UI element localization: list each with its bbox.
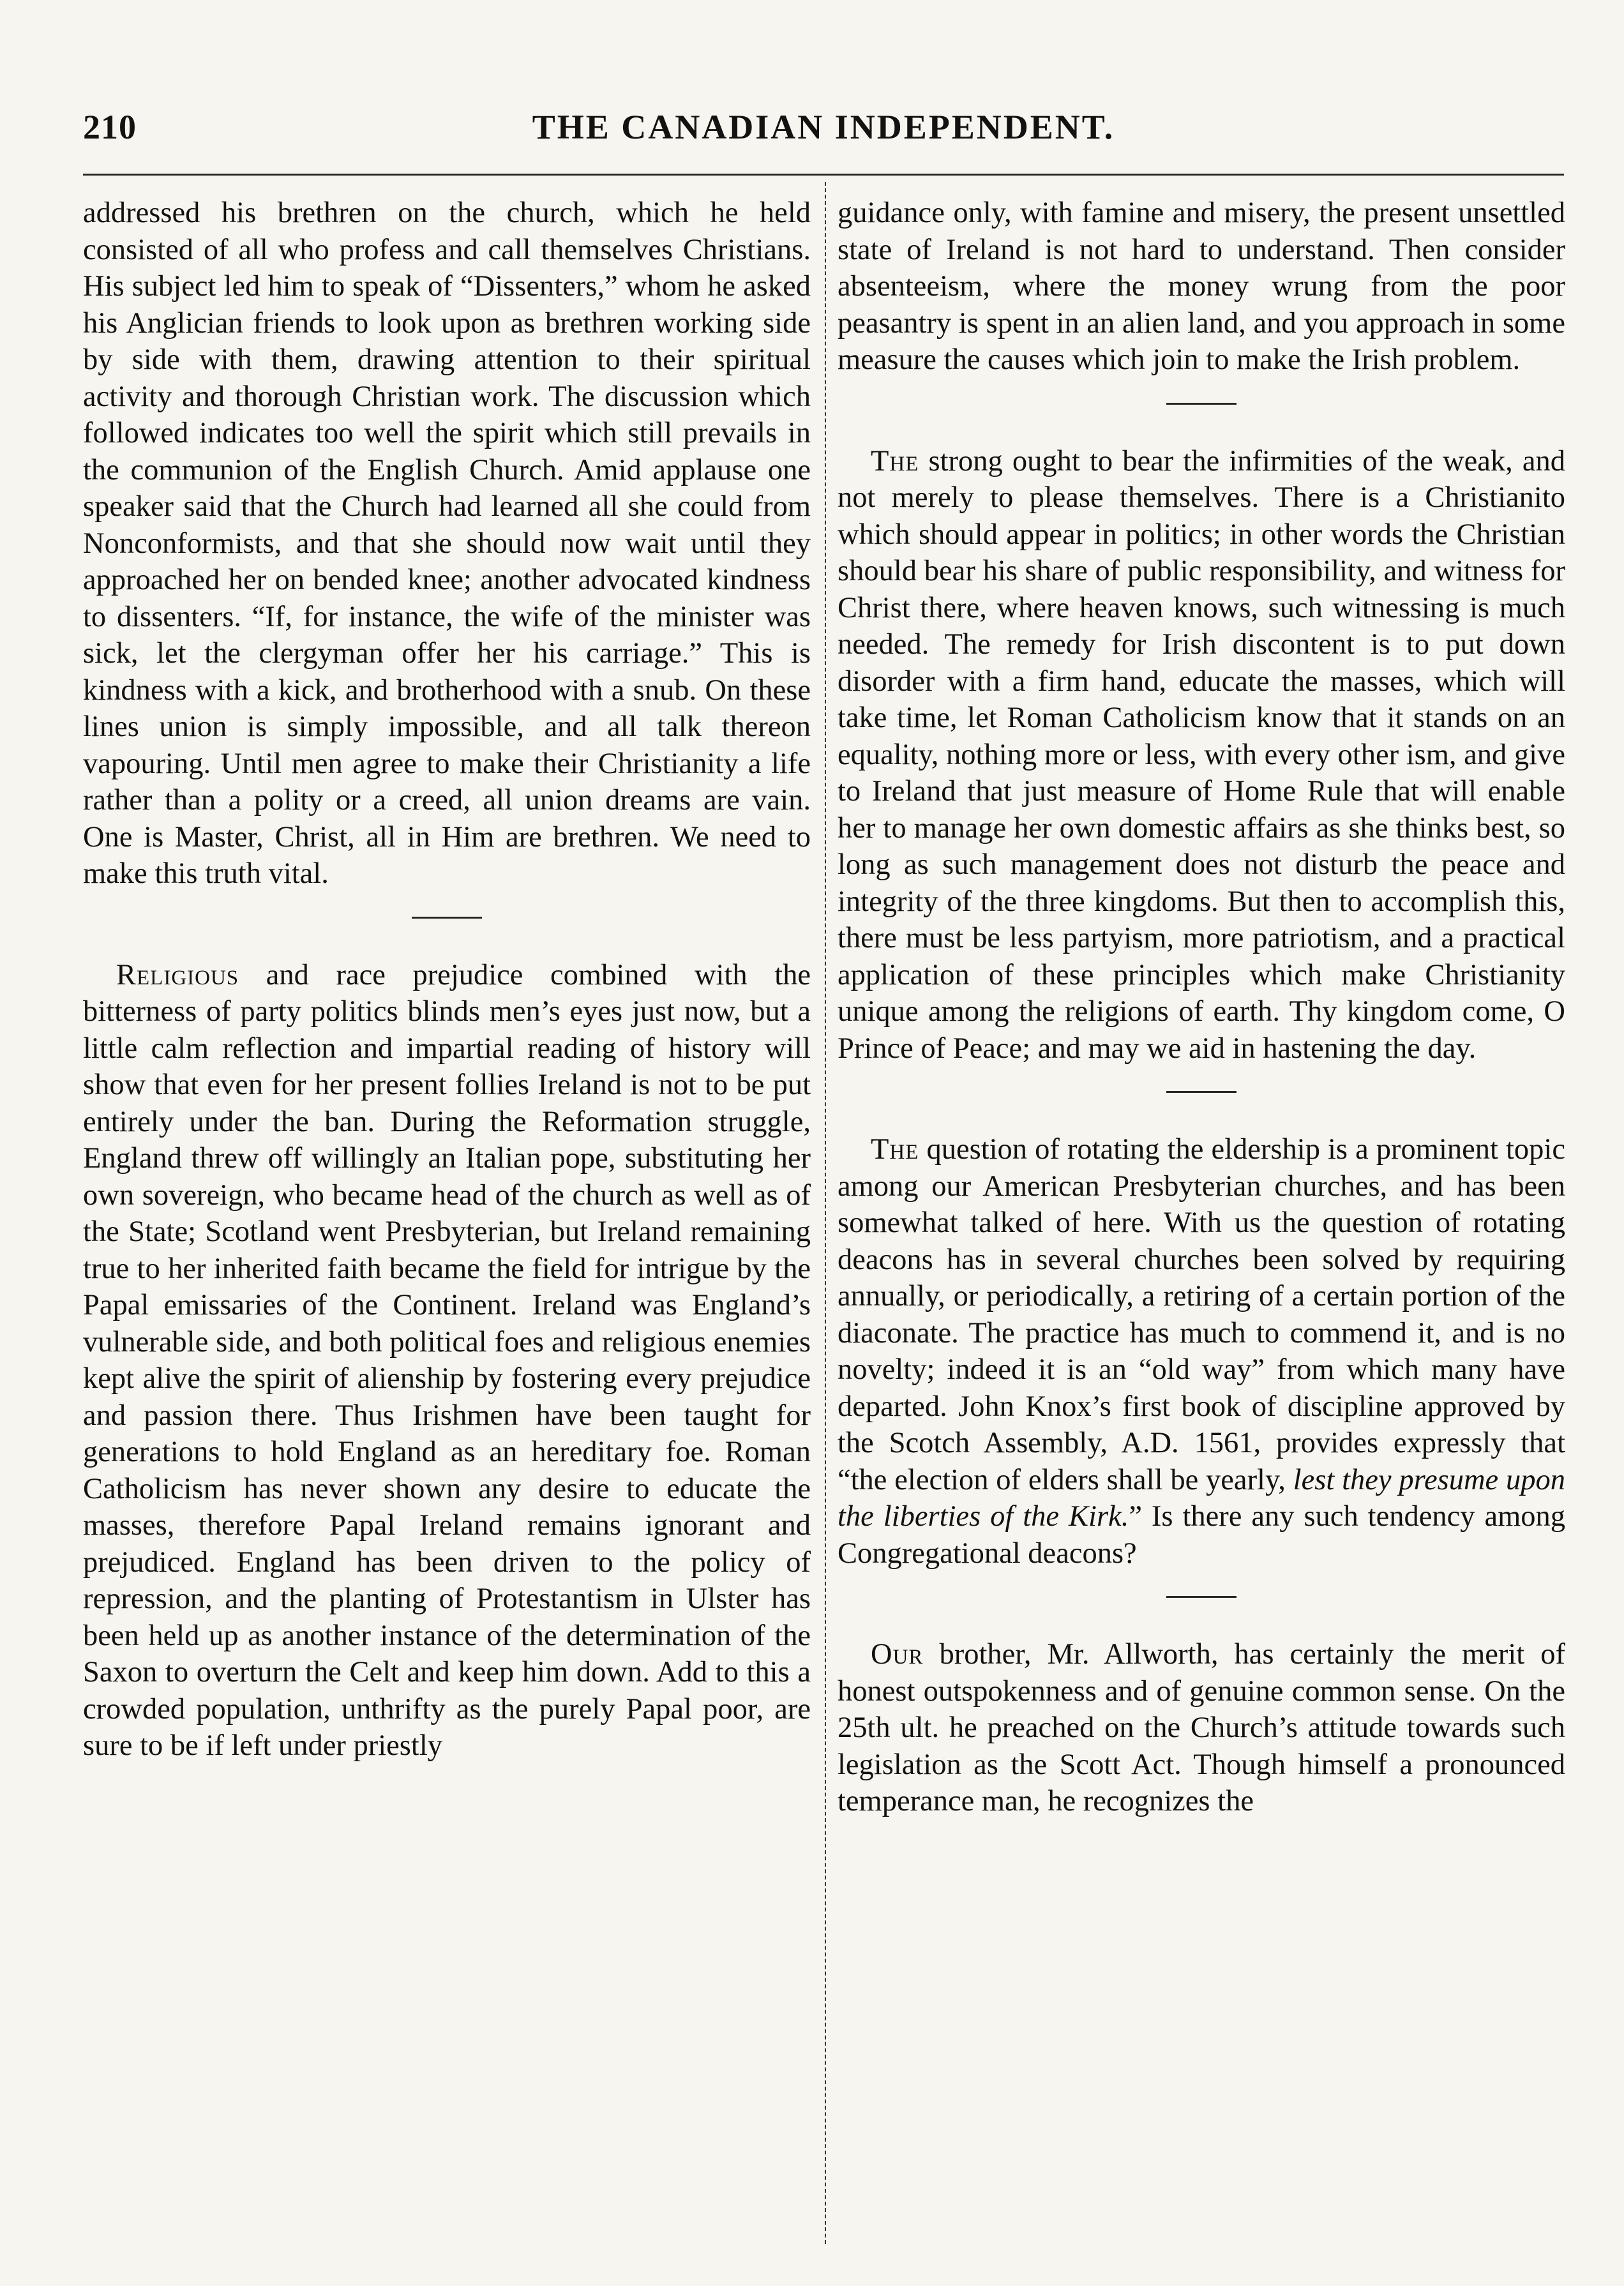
section-separator [1166,403,1237,405]
lead-word: The [871,444,919,478]
section-separator [412,917,482,919]
article-paragraph-continued: guidance only, with famine and misery, the present unsettled state of Ireland is not hard to understand. Then consider absenteeism, where the money wrung from the poor peasantry is spent in an alien land, and you approach in some measure the causes which join to make the Irish problem. [838,197,1565,376]
paragraph-text: brother, Mr. Allworth, has certainly the merit of honest outspokenness and of genuine common sense. On the 25th ult. he preached on the Church’s attitude towards such legislation as the Scott Act. Though himself a pronounced temperance man, he recognizes the [838,1638,1565,1817]
page-header [83,107,1564,165]
italic-quote: lest they presume upon the liberties of the Kirk. [838,1463,1565,1533]
paragraph-text: strong ought to bear the infirmities of the weak, and not merely to please themselves. There is a Christianito which should appear in politics; in other words the Christian should bear his share of public responsibility, and witness for Christ there, where heaven knows, such witnessing is much needed. The remedy for Irish discontent is to put down disorder with a firm hand, educate the masses, which will take time, let Roman Catholicism know that it stands on an equality, nothing more or less, with every other ism, and give to Ireland that just measure of Home Rule that will enable her to manage her own domestic affairs as she thinks best, so long as such management does not disturb the peace and integrity of the three kingdoms. But then to accomplish this, there must be less partyism, more patriotism, and a practical application of these principles which make Christianity unique among the religions of earth. Thy kingdom come, O Prince of Peace; and may we aid in hastening the day. [838,444,1565,1065]
paragraph-text: and race prejudice combined with the bitterness of party politics blinds men’s eyes just now, but a little calm reflection and impartial reading of history will show that even for her present follies Ireland is not to be put entirely under the ban. During the Reformation struggle, England threw off willingly an Italian pope, substituting her own sovereign, who became head of the church as well as of the State; Scotland went Presbyterian, but Ireland remaining true to her inherited faith became the field for intrigue by the Papal emissaries of the Continent. Ireland was England’s vulnerable side, and both political foes and religious enemies kept alive the spirit of alienship by fostering every prejudice and passion there. Thus Irishmen have been taught for generations to hold England as an hereditary foe. Roman Catholicism has never shown any desire to educate the masses, therefore Papal Ireland remains ignorant and prejudiced. England has been driven to the policy of repression, and the planting of Protestantism in Ulster has been held up as another instance of the determination of the Saxon to overturn the Celt and keep him down. Add to this a crowded population, unthrifty as the purely Papal poor, are sure to be if left under priestly [83,958,811,1762]
article-paragraph-eldership [838,1131,1565,1572]
page-number: 210 [83,108,137,146]
lead-word: Religious [116,958,239,991]
article-paragraph-allworth [838,1636,1565,1820]
paragraph-text-end: ” Is there any such tendency among Congregational deacons? [838,1500,1566,1570]
article-paragraph-ireland [83,957,811,1764]
header-rule [83,174,1564,176]
lead-word: The [871,1133,919,1166]
article-paragraph-continuation: addressed his brethren on the church, which he held consisted of all who profess and call themselves Christians. His subject led him to speak of “Dissenters,” whom he asked his Anglician friends to look upon as brethren working side by side with them, drawing attention to their spiritual activity and thorough Christian work. The discussion which followed indicates too well the spirit which still prevails in the communion of the English Church. Amid applause one speaker said that the Church had learned all she could from Nonconformists, and that she should now wait until they approached her on bended knee; another advocated kindness to dissenters. “If, for instance, the wife of the minister was sick, let the clergyman offer her his carriage.” This is kindness with a kick, and brotherhood with a snub. On these lines union is simply impossible, and all talk thereon vapouring. Until men agree to make their Christianity a life rather than a polity or a creed, all union dreams are vain. One is Master, Christ, all in Him are brethren. We need to make this truth vital. [83,197,811,890]
column-divider [825,182,826,2244]
journal-title: THE CANADIAN INDEPENDENT. [532,108,1115,146]
right-column [838,195,1565,1820]
section-separator [1166,1596,1237,1598]
lead-word: Our [871,1638,924,1671]
article-paragraph-christianity-politics [838,443,1565,1067]
left-column [83,195,811,1764]
paragraph-text: question of rotating the eldership is a prominent topic among our American Presbyterian churches, and has been somewhat talked of here. With us the question of rotating deacons has in several churches been solved by requiring annually, or periodically, a retiring of a certain portion of the diaconate. The practice has much to commend it, and is no novelty; indeed it is an “old way” from which many have departed. John Knox’s first book of discipline approved by the Scotch Assembly, A.D. 1561, provides expressly that “the election of elders shall be yearly, [838,1133,1565,1496]
section-separator [1166,1091,1237,1093]
